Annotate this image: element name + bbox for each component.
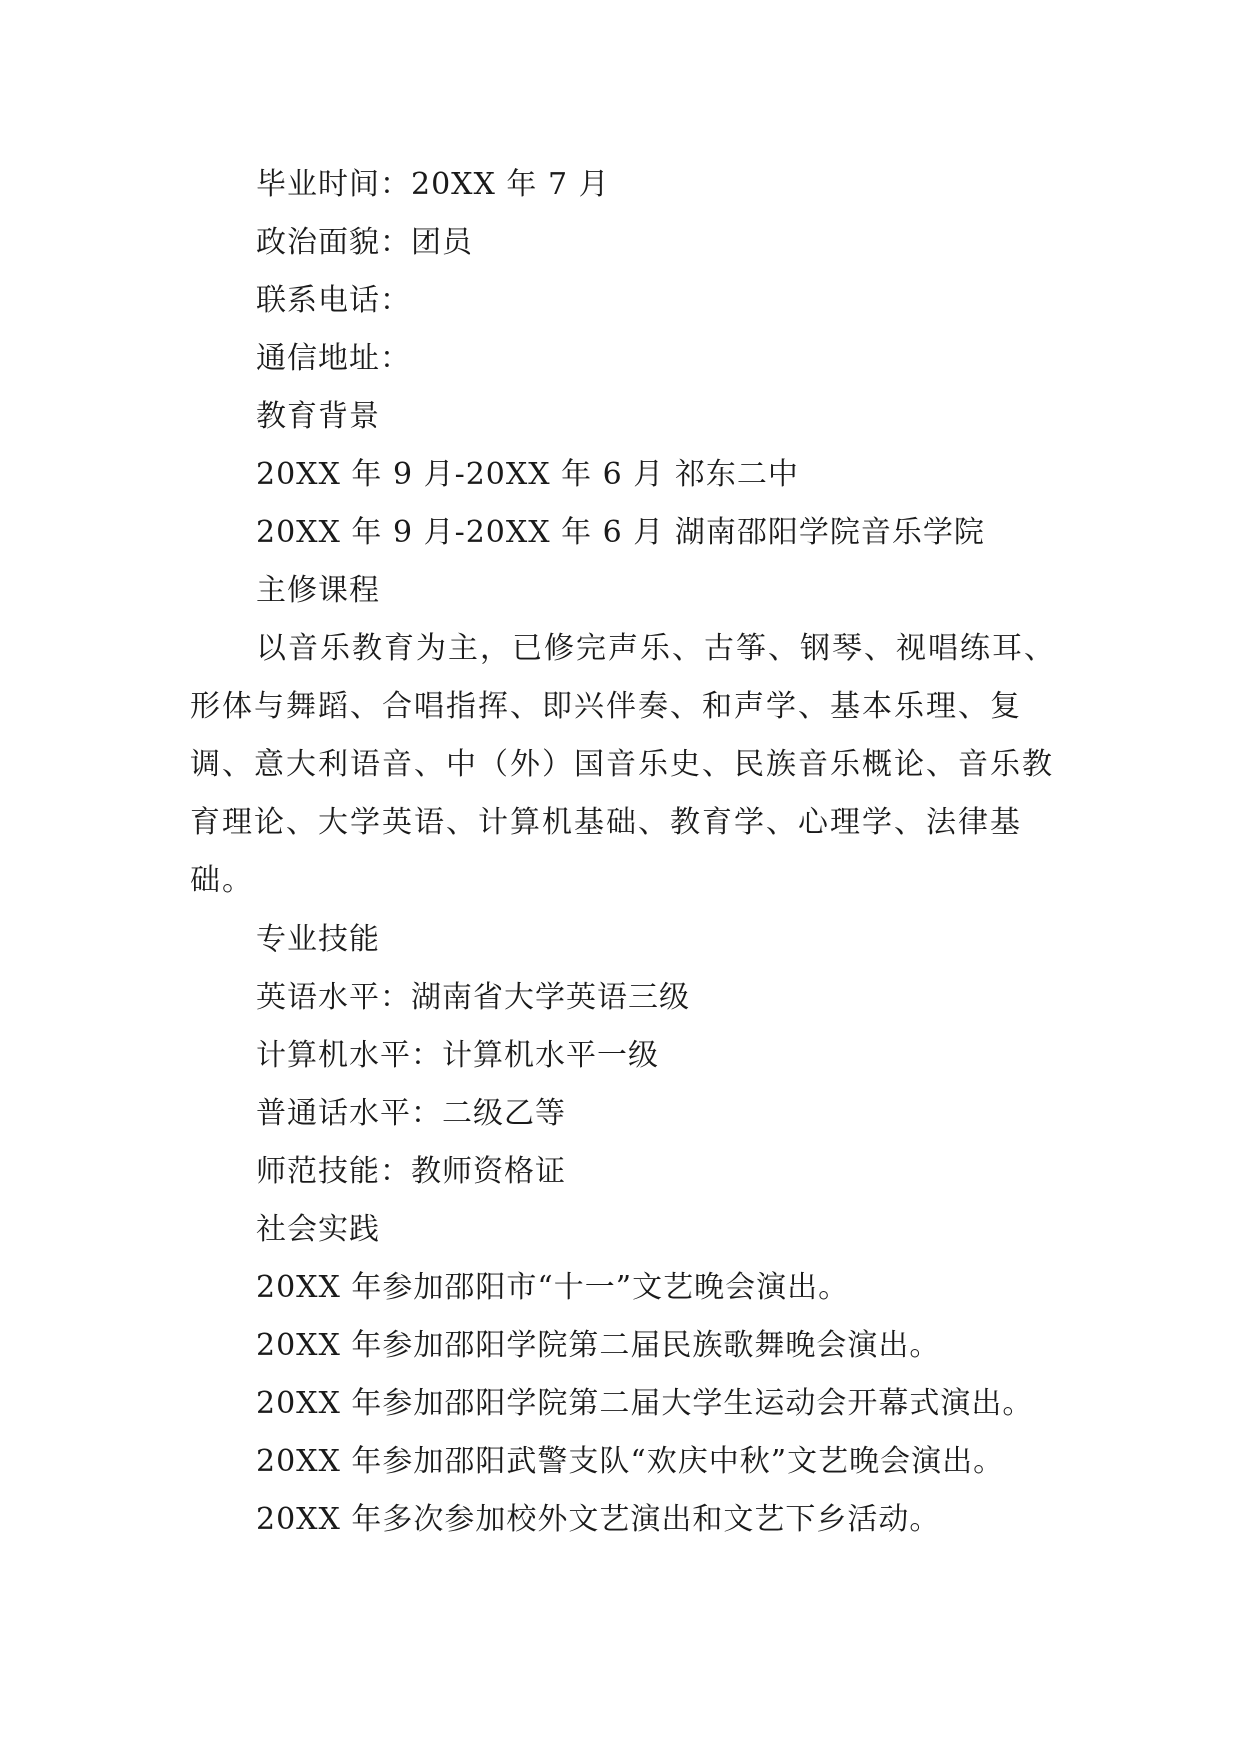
skill-item: 师范技能：教师资格证 [256,1154,566,1189]
courses-heading: 主修课程 [256,573,380,608]
practice-item: 20XX 年多次参加校外文艺演出和文艺下乡活动。 [256,1502,941,1537]
practice-item: 20XX 年参加邵阳市“十一”文艺晚会演出。 [256,1270,850,1305]
education-heading: 教育背景 [256,399,380,434]
skill-item: 英语水平：湖南省大学英语三级 [256,980,690,1015]
education-item: 20XX 年 9 月-20XX 年 6 月 祁东二中 [256,457,799,492]
phone: 联系电话： [256,283,411,318]
education-item: 20XX 年 9 月-20XX 年 6 月 湖南邵阳学院音乐学院 [256,515,985,550]
practice-item: 20XX 年参加邵阳学院第二届民族歌舞晚会演出。 [256,1328,941,1363]
address: 通信地址： [256,341,411,376]
political-status: 政治面貌：团员 [256,225,473,260]
skill-item: 计算机水平：计算机水平一级 [256,1038,659,1073]
courses-text: 以音乐教育为主，已修完声乐、古筝、钢琴、视唱练耳、形体与舞蹈、合唱指挥、即兴伴奏、和声学、基本乐理、复调、意大利语音、中（外）国音乐史、民族音乐概论、音乐教育理论、大学英语、计算机基础、教育学、心理学、法律基础。 [190,631,1056,898]
graduation-time: 毕业时间：20XX 年 7 月 [256,167,610,202]
practice-heading: 社会实践 [256,1212,380,1247]
practice-item: 20XX 年参加邵阳学院第二届大学生运动会开幕式演出。 [256,1386,1034,1421]
practice-item: 20XX 年参加邵阳武警支队“欢庆中秋”文艺晚会演出。 [256,1444,1005,1479]
skill-item: 普通话水平：二级乙等 [256,1096,566,1131]
skills-heading: 专业技能 [256,922,380,957]
